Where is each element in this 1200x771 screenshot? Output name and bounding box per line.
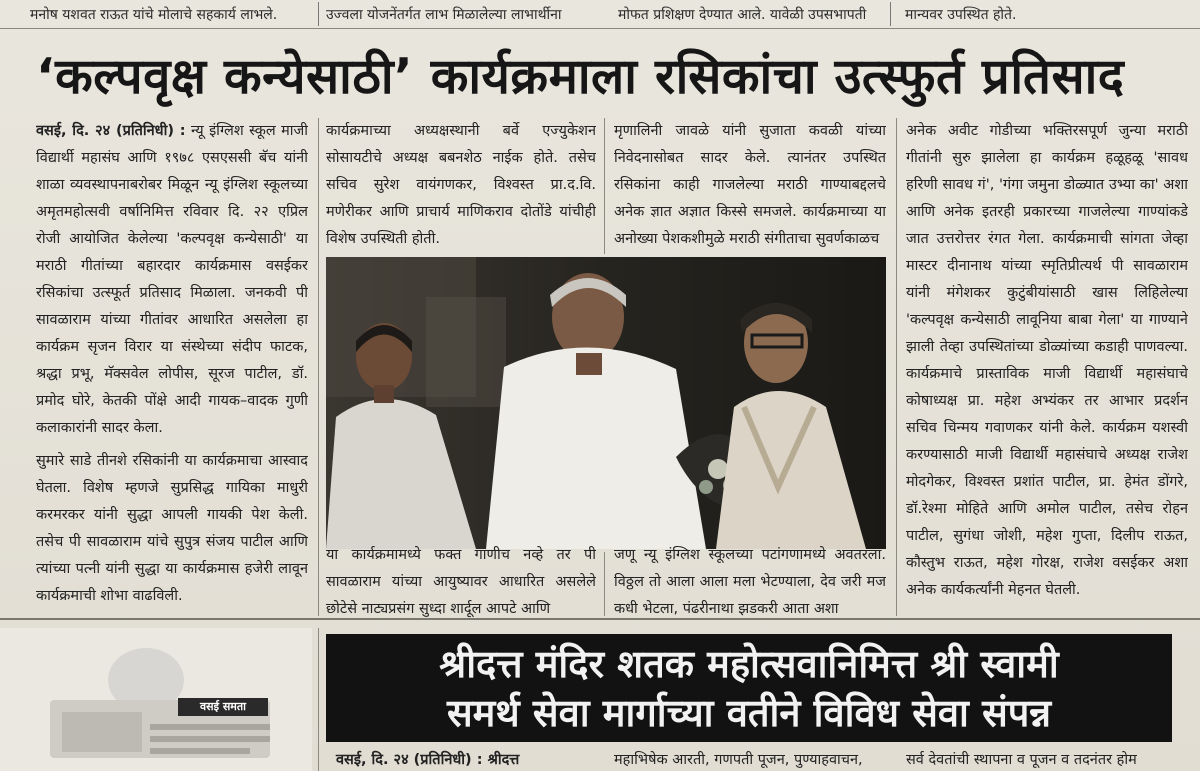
- article-paragraph: या कार्यक्रमामध्ये फक्त गाणीच नव्हे तर पी सावळाराम यांच्या आयुष्यावर आधारित असलेले छोटेसे नाट्यप्रसंग सुध्दा शार्दूल आपटे आणि: [326, 547, 596, 617]
- event-photo: [326, 257, 886, 549]
- article-paragraph: जणू न्यू इंग्लिश स्कूलच्या पटांगणामध्ये अवतरला. विठ्ठल तो आला आला मला भेटण्याला, देव जरी मज कधी भेटला, पंढरीनाथा झडकरी आता अशा: [614, 547, 886, 617]
- article-headline: ‘कल्पवृक्ष कन्येसाठी’ कार्यक्रमाला रसिकांचा उत्स्फुर्त प्रतिसाद: [36, 48, 1125, 105]
- top-strip: [0, 0, 1200, 29]
- article-column-3-bottom: [614, 542, 886, 618]
- article-paragraph: न्यू इंग्लिश स्कूल माजी विद्यार्थी महासंघ आणि १९७८ एसएससी बॅच यांनी शाळा व्यवस्थापनाबरोबर मिळून न्यू इंग्लिश स्कूलच्या अमृतमहोत्सवी वर्षानिमित्त रविवार दि. २२ एप्रिल रोजी आयोजित केलेल्या 'कल्पवृक्ष कन्येसाठी' या मराठी गीतांच्या बहारदार कार्यक्रमास वसईकर रसिकांचा उत्स्फूर्त प्रतिसाद मिळाला. जनकवी पी सावळाराम यांच्या गीतांवर आधारित असलेला हा कार्यक्रम सृजन विरार या संस्थेच्या संदीप फाटक, श्रद्धा प्रभू, मॅक्सवेल लोपीस, सूरज पाटील, डॉ. प्रमोद घोरे, केतकी पोंक्षे आदी गायक–वादक गुणी कलाकारांनी सादर केला.: [36, 123, 308, 436]
- dateline: वसई, दि. २४ (प्रतिनिधी) :: [36, 123, 186, 139]
- ad-logo-text: वसई समता: [200, 700, 246, 713]
- top-strip-text-2: उज्वला योजनेंतर्गत लाभ मिळालेल्या लाभार्थीना: [326, 7, 562, 23]
- column-divider: [318, 118, 319, 616]
- column-divider: [604, 552, 605, 616]
- article-paragraph: अनेक अवीट गोडीच्या भक्तिरसपूर्ण जुन्या मराठी गीतांनी सुरु झालेला हा कार्यक्रम हळूहळू 'सावध हरिणी सावध गं', 'गंगा जमुना डोळ्यात उभ्या का' अशा आणि अनेक इतरही प्रकारच्या गाजलेल्या गाण्यांकडे जात उत्तरोत्तर रंगत गेला. कार्यक्रमाची सांगता जेव्हा मास्टर दीनानाथ यांच्या स्मृतिप्रीत्यर्थ पी सावळाराम यांनी मंगेशकर कुटुंबीयांसाठी खास लिहिलेल्या 'कल्पवृक्ष कन्येसाठी लावूनिया बाबा गेला' या गाण्याने झाली तेव्हा उपस्थितांच्या डोळ्यांच्या कडाही पाणवल्या. कार्यक्रमाचे प्रास्ताविक माजी विद्यार्थी महासंघाचे कोषाध्यक्ष प्रा. महेश अभ्यंकर तर आभार प्रदर्शन सचिव चिन्मय गवाणकर यांनी केले. कार्यक्रम यशस्वी करण्यासाठी माजी विद्यार्थी महासंघाचे अध्यक्ष राजेश मोदगेकर, विश्वस्त प्रशांत पाटील, प्रा. हेमंत डोंगरे, डॉ.रेश्मा मोहिते आणि अमोल पाटील, तसेच रोहन पाटील, सुगंधा जोशी, महेश गुप्ता, दिलीप राऊत, कौस्तुभ राऊत, महेश गोरक्ष, राजेश वसईकर अशा अनेक कार्यकर्त्यांनी मेहनत घेतली.: [906, 123, 1188, 598]
- headline-line-2: समर्थ सेवा मार्गाच्या वतीने विविध सेवा संपन्न: [446, 691, 1052, 735]
- article-paragraph: कार्यक्रमाच्या अध्यक्षस्थानी बर्वे एज्युकेशन सोसायटीचे अध्यक्ष बबनशेठ नाईक होते. तसेच सचिव सुरेश वायंगणकर, विश्वस्त प्रा.द.वि. मणेरीकर आणि प्राचार्य माणिकराव दोतोंडे यांचीही विशेष उपस्थिती होती.: [326, 123, 596, 247]
- article-column-3-top: [614, 118, 886, 254]
- column-divider: [604, 118, 605, 254]
- column-divider: [318, 2, 319, 26]
- photo-illustration: [326, 257, 886, 549]
- article-paragraph: मृणालिनी जावळे यांनी सुजाता कवळी यांच्या निवेदनासोबत सादर केले. त्यानंतर उपस्थित रसिकांना काही गाजलेल्या मराठी गाण्याबद्दलचे अनेक ज्ञात अज्ञात किस्से समजले. कार्यक्रमाच्या या अनोख्या पेशकशीमुळे मराठी संगीताचा सुवर्णकाळच: [614, 123, 886, 247]
- second-article-text: सर्व देवतांची स्थापना व पूजन व तदनंतर होम: [906, 752, 1137, 768]
- second-article-text: महाभिषेक आरती, गणपती पूजन, पुण्याहवाचन,: [614, 752, 863, 768]
- headline-line-1: श्रीदत्त मंदिर शतक महोत्सवानिमित्त श्री स्वामी: [439, 642, 1059, 686]
- top-strip-text-1: मनोष यशवत राऊत यांचे मोलाचे सहकार्य लाभले.: [30, 7, 278, 23]
- article-column-2-bottom: [326, 542, 596, 618]
- column-divider: [318, 628, 319, 771]
- newspaper-ad: [0, 628, 312, 771]
- top-strip-text-3: मोफत प्रशिक्षण देण्यात आले. यावेळी उपसभापती: [618, 7, 867, 23]
- column-divider: [890, 2, 891, 26]
- article-column-4: [906, 118, 1188, 616]
- column-divider: [896, 118, 897, 616]
- article-column-1: [36, 118, 308, 616]
- top-strip-text-4: मान्यवर उपस्थित होते.: [905, 7, 1017, 23]
- second-article-dateline: वसई, दि. २४ (प्रतिनिधी) : श्रीदत्त: [336, 752, 520, 768]
- second-article-headline: [326, 634, 1172, 742]
- section-divider: [0, 618, 1200, 620]
- article-column-2-top: [326, 118, 596, 254]
- article-paragraph: सुमारे साडे तीनशे रसिकांनी या कार्यक्रमाचा आस्वाद घेतला. विशेष म्हणजे सुप्रसिद्ध गायिका माधुरी करमरकर यांनी सुद्धा आपली गायकी पेश केली. तसेच पी सावळाराम यांचे सुपुत्र संजय पाटील आणि त्यांच्या पत्नी यांनी सुद्धा या कार्यक्रमास हजेरी लावून कार्यक्रमाची शोभा वाढविली.: [36, 453, 308, 604]
